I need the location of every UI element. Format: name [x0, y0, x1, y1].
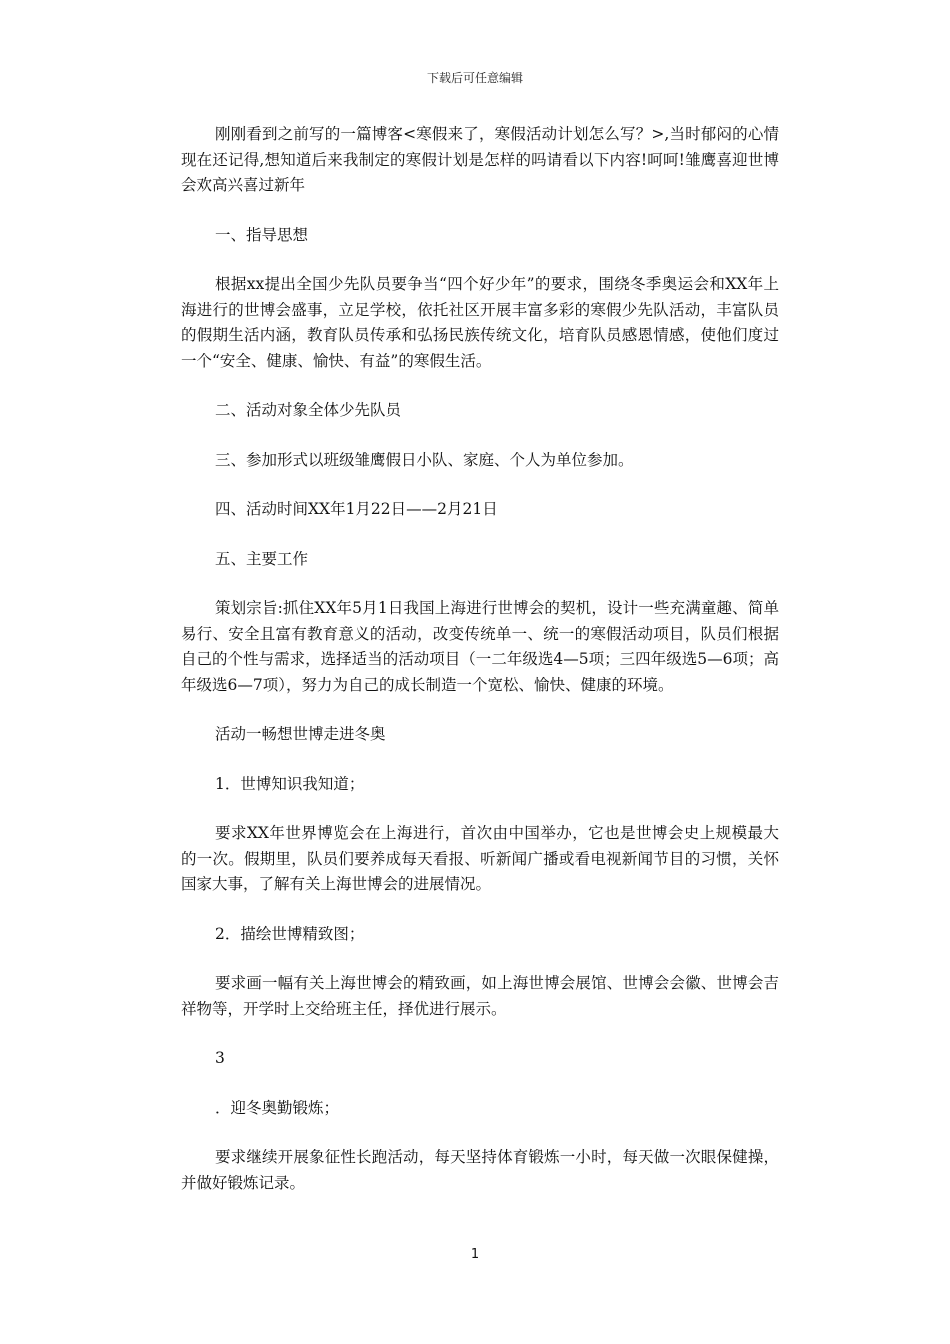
item-1-paragraph: 要求XX年世界博览会在上海进行，首次由中国举办，它也是世博会史上规模最大的一次。假期里，队员们要养成每天看报、听新闻广播或看电视新闻节目的习惯，关怀国家大事，了解有关上海世博会的进展情况。	[181, 824, 779, 893]
intro-paragraph: 刚刚看到之前写的一篇博客<寒假来了，寒假活动计划怎么写？>,当时郁闷的心情现在还记得,想知道后来我制定的寒假计划是怎样的吗请看以下内容!呵呵!雏鹰喜迎世博会欢高兴喜过新年	[181, 125, 779, 194]
page-number: 1	[470, 1247, 480, 1262]
item-2-heading: 2．描绘世博精致图；	[215, 924, 365, 943]
document-body	[181, 122, 779, 1220]
activity-one-heading: 活动一畅想世博走进冬奥	[215, 725, 386, 743]
item-1-heading: 1．世博知识我知道；	[215, 774, 365, 793]
section-heading-main-work: 五、主要工作	[215, 549, 309, 568]
item-2-paragraph: 要求画一幅有关上海世博会的精致画，如上海世博会展馆、世博会会徽、世博会吉祥物等，开学时上交给班主任，择优进行展示。	[181, 974, 779, 1018]
section-heading-guiding-thought: 一、指导思想	[215, 225, 309, 244]
item-3-paragraph: 要求继续开展象征性长跑活动，每天坚持体育锻炼一小时，每天做一次眼保健操，并做好锻炼记录。	[181, 1148, 779, 1192]
section-heading-activity-time: 四、活动时间XX年1月22日——2月21日	[215, 500, 498, 518]
planning-purpose-paragraph: 策划宗旨:抓住XX年5月1日我国上海进行世博会的契机，设计一些充满童趣、简单易行、安全且富有教育意义的活动，改变传统单一、统一的寒假活动项目，队员们根据自己的个性与需求，选择适当的活动项目（一二年级选4—5项；三四年级选5—6项；高年级选6—7项），努力为自己的成长制造一个宽松、愉快、健康的环境。	[181, 599, 779, 694]
page-header: 下载后可任意编辑	[426, 71, 523, 85]
section-heading-participants: 二、活动对象全体少先队员	[215, 401, 402, 419]
section-heading-participation-form: 三、参加形式以班级雏鹰假日小队、家庭、个人为单位参加。	[215, 450, 634, 469]
item-3-heading: ．迎冬奥勤锻炼；	[215, 1098, 340, 1117]
item-3-number: 3	[215, 1049, 225, 1067]
guiding-thought-paragraph: 根据xx提出全国少先队员要争当“四个好少年”的要求，围绕冬季奥运会和XX年上海进行的世博会盛事，立足学校，依托社区开展丰富多彩的寒假少先队活动，丰富队员的假期生活内涵，教育队员传承和弘扬民族传统文化，培育队员感恩情感，使他们度过一个“安全、健康、愉快、有益”的寒假生活。	[181, 275, 779, 370]
